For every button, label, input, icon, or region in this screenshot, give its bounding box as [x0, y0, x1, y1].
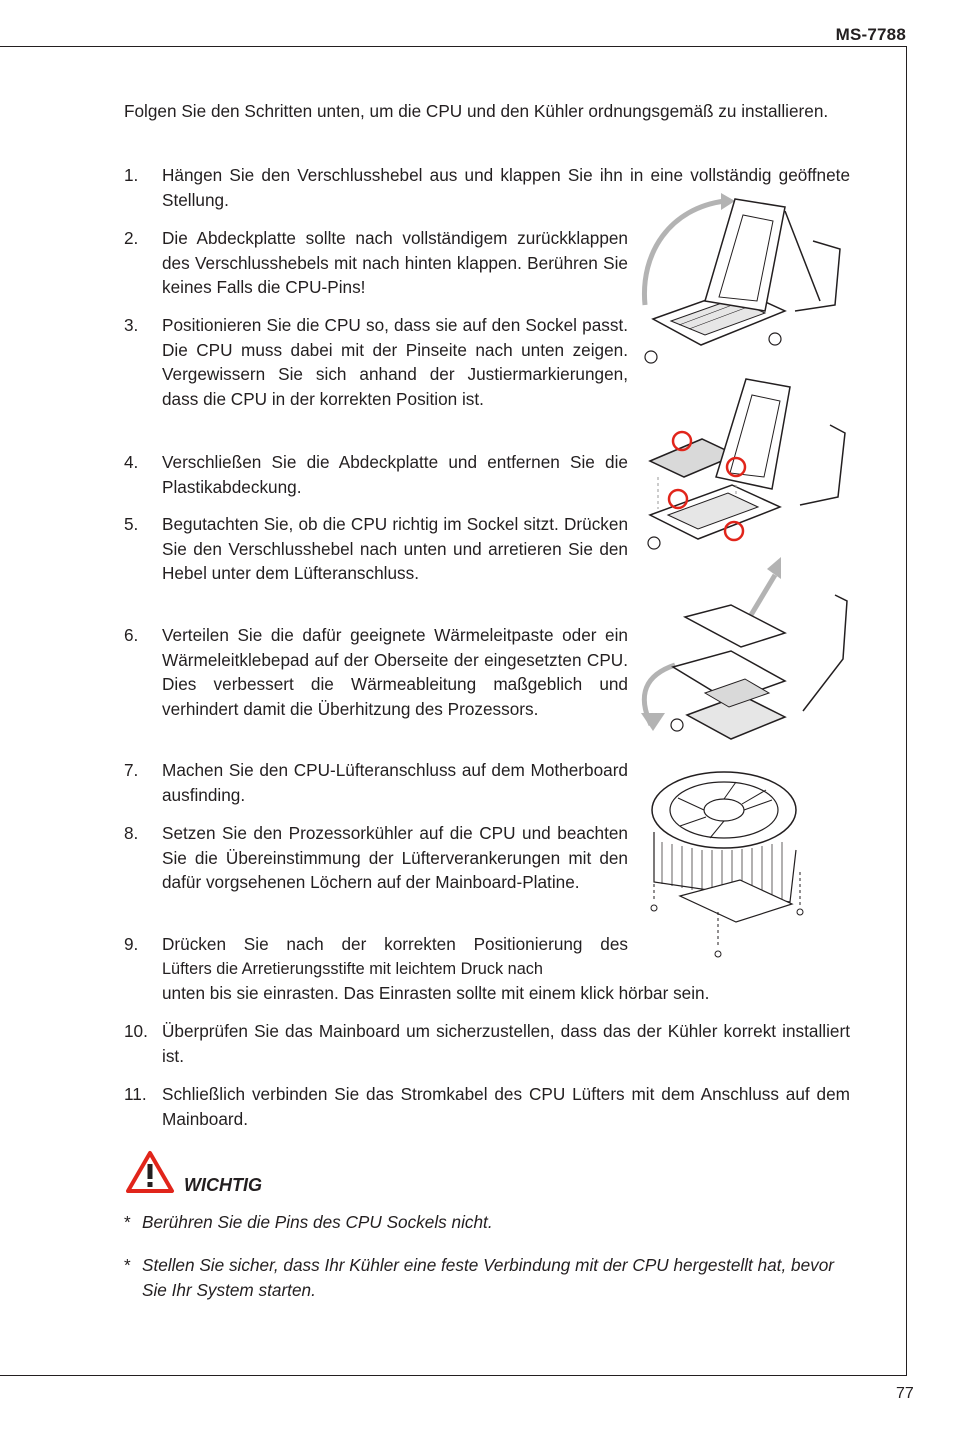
- header-rule: [0, 46, 907, 47]
- step-text: Machen Sie den CPU-Lüfteranschluss auf dem Motherboard ausfinding.: [162, 760, 628, 805]
- cpu-placement-illustration: [640, 377, 860, 555]
- step-number: 3.: [124, 315, 139, 335]
- step-number: 2.: [124, 228, 139, 248]
- step-number: 11.: [124, 1084, 147, 1104]
- step-text: Verteilen Sie die dafür geeignete Wärmeleitpaste oder ein Wärmeleitklebepad auf der Oberseite der eingesetzten CPU. Dies verbessert die Wärmeableitung maßgeblich und verhindert damit die Überhitzung des Prozessors.: [162, 625, 628, 719]
- step-number: 8.: [124, 823, 139, 843]
- socket-open-illustration: [635, 193, 855, 371]
- intro-paragraph: Folgen Sie den Schritten unten, um die CPU und den Kühler ordnungsgemäß zu installieren.: [124, 101, 829, 121]
- step-text: Setzen Sie den Prozessorkühler auf die CPU und beachten Sie die Übereinstimmung der Lüfterverankerungen mit den dafür vorgsehenen Löchern auf der Mainboard-Platine.: [162, 823, 628, 892]
- warning-triangle-icon: [125, 1150, 175, 1194]
- step-text: Begutachten Sie, ob die CPU richtig im Sockel sitzt. Drücken Sie den Verschlusshebel nach unten und arretieren Sie den Hebel unter dem Lüfteranschluss.: [162, 514, 628, 583]
- important-title: WICHTIG: [184, 1175, 262, 1195]
- step-number: 10.: [124, 1021, 148, 1041]
- step-text: Verschließen Sie die Abdeckplatte und entfernen Sie die Plastikabdeckung.: [162, 452, 628, 497]
- bullet-star: *: [124, 1212, 131, 1232]
- step-text-line: Lüfters die Arretierungsstifte mit leichtem Druck nach: [162, 959, 543, 978]
- step-text: Die Abdeckplatte sollte nach vollständigem zurückklappen des Verschlusshebels mit nach hinten klappen. Berühren Sie keines Falls die CPU-Pins!: [162, 228, 628, 297]
- note-text: Berühren Sie die Pins des CPU Sockels nicht.: [142, 1212, 493, 1232]
- step-number: 5.: [124, 514, 139, 534]
- step-number: 7.: [124, 760, 139, 780]
- step-number: 4.: [124, 452, 139, 472]
- step-text: Überprüfen Sie das Mainboard um sicherzustellen, dass das der Kühler korrekt installiert ist.: [162, 1021, 850, 1066]
- step-text-line: unten bis sie einrasten. Das Einrasten sollte mit einem klick hörbar sein.: [162, 983, 710, 1003]
- step-text-line: Drücken Sie nach der korrekten Positionierung des: [162, 934, 628, 954]
- model-number: MS-7788: [835, 25, 906, 44]
- page-number: 77: [896, 1385, 914, 1402]
- note-text: Stellen Sie sicher, dass Ihr Kühler eine feste Verbindung mit der CPU hergestellt hat, bevor Sie Ihr System starten.: [142, 1255, 835, 1300]
- step-number: 6.: [124, 625, 139, 645]
- margin-rule: [906, 46, 907, 1375]
- step-number: 1.: [124, 165, 139, 185]
- footer-rule: [0, 1375, 907, 1376]
- step-text: Positionieren Sie die CPU so, dass sie auf den Sockel passt. Die CPU muss dabei mit der Pinseite nach unten zeigen. Vergewissern Sie sich anhand der Justiermarkierungen, dass die CPU in der korrekten Position ist.: [162, 315, 628, 409]
- step-number: 9.: [124, 934, 139, 954]
- cooler-mount-illustration: [640, 762, 820, 962]
- close-plate-illustration: [635, 555, 855, 745]
- bullet-star: *: [124, 1255, 131, 1275]
- step-text: Schließlich verbinden Sie das Stromkabel des CPU Lüfters mit dem Anschluss auf dem Mainboard.: [162, 1084, 850, 1129]
- step-text: Hängen Sie den Verschlusshebel aus und klappen Sie ihn in eine vollständig geöffnete Stellung.: [162, 165, 850, 210]
